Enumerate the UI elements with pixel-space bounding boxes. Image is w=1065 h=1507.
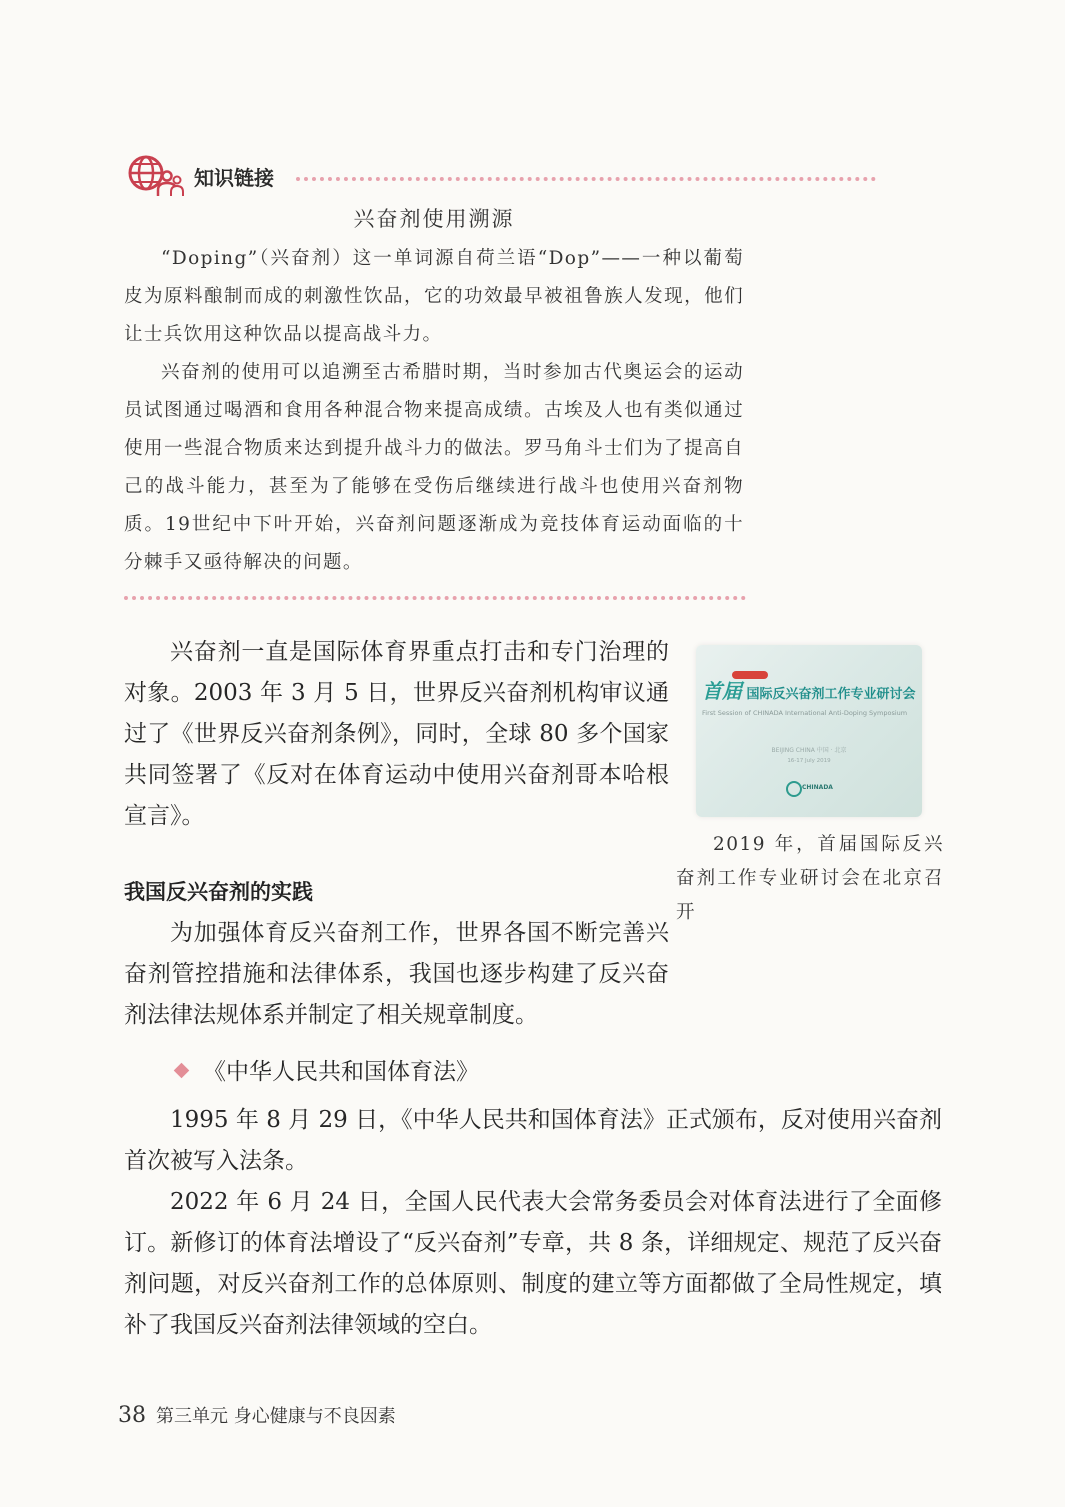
section-title: 我国反兴奋剂的实践 bbox=[124, 880, 313, 904]
page-footer bbox=[118, 1402, 396, 1428]
photo-date: 16-17 July 2019 bbox=[787, 758, 831, 764]
page-number: 38 bbox=[118, 1403, 146, 1428]
photo-logo-text: CHINADA bbox=[802, 784, 833, 791]
chapter-title: 第三单元 身心健康与不良因素 bbox=[156, 1406, 396, 1427]
symposium-photo bbox=[696, 645, 922, 817]
knowledge-link-header bbox=[126, 150, 746, 200]
knowledge-box-title: 兴奋剂使用溯源 bbox=[353, 207, 515, 231]
law-body bbox=[124, 1100, 942, 1346]
law-bullet bbox=[176, 1053, 479, 1086]
dotted-divider-bottom bbox=[124, 596, 746, 600]
chinada-logo-icon bbox=[786, 781, 802, 797]
law-paragraph: 1995 年 8 月 29 日，《中华人民共和国体育法》正式颁布，反对使用兴奋剂首次被写入法条。 bbox=[124, 1107, 942, 1174]
dotted-divider-top bbox=[296, 177, 876, 181]
photo-subtitle: First Session of CHINADA International Anti-Doping Symposium bbox=[702, 709, 908, 717]
law-title: 《中华人民共和国体育法》 bbox=[203, 1059, 479, 1085]
globe-people-icon bbox=[126, 152, 184, 198]
knowledge-link-label: 知识链接 bbox=[194, 166, 274, 190]
law-paragraph: 2022 年 6 月 24 日，全国人民代表大会常务委员会对体育法进行了全面修订。新修订的体育法增设了“反兴奋剂”专章，共 8 条，详细规定、规范了反兴奋剂问题，对反兴奋剂工作的总体原则、制度的建立等方面都做了全局性规定，填补了我国反兴奋剂法律领域的空白。 bbox=[124, 1189, 942, 1338]
intro-section bbox=[124, 632, 669, 837]
photo-location: BEIJING CHINA 中国 · 北京 bbox=[771, 747, 847, 754]
knowledge-box-body bbox=[124, 240, 744, 582]
knowledge-paragraph: 兴奋剂的使用可以追溯至古希腊时期，当时参加古代奥运会的运动员试图通过喝酒和食用各种混合物来提高成绩。古埃及人也有类似通过使用一些混合物质来达到提升战斗力的做法。罗马角斗士们为了提高自己的战斗能力，甚至为了能够在受伤后继续进行战斗也使用兴奋剂物质。19世纪中下叶开始，兴奋剂问题逐渐成为竞技体育运动面临的十分棘手又亟待解决的问题。 bbox=[124, 362, 744, 573]
section-body bbox=[124, 913, 669, 1036]
knowledge-paragraph: “Doping”（兴奋剂）这一单词源自荷兰语“Dop”——一种以葡萄皮为原料酿制而成的刺激性饮品，它的功效最早被祖鲁族人发现，他们让士兵饮用这种饮品以提高战斗力。 bbox=[124, 248, 744, 345]
section-paragraph: 为加强体育反兴奋剂工作，世界各国不断完善兴奋剂管控措施和法律体系，我国也逐步构建了反兴奋剂法律法规体系并制定了相关规章制度。 bbox=[124, 920, 669, 1028]
diamond-bullet-icon bbox=[174, 1063, 190, 1079]
photo-caption: 2019 年，首届国际反兴奋剂工作专业研讨会在北京召开 bbox=[676, 834, 944, 923]
intro-paragraph: 兴奋剂一直是国际体育界重点打击和专门治理的对象。2003 年 3 月 5 日，世界反兴奋剂机构审议通过了《世界反兴奋剂条例》，同时，全球 80 多个国家共同签署了《反对在体育运动中使用兴奋剂哥本哈根宣言》。 bbox=[124, 639, 669, 829]
photo-title: 首届 国际反兴奋剂工作专业研讨会 bbox=[702, 679, 916, 703]
